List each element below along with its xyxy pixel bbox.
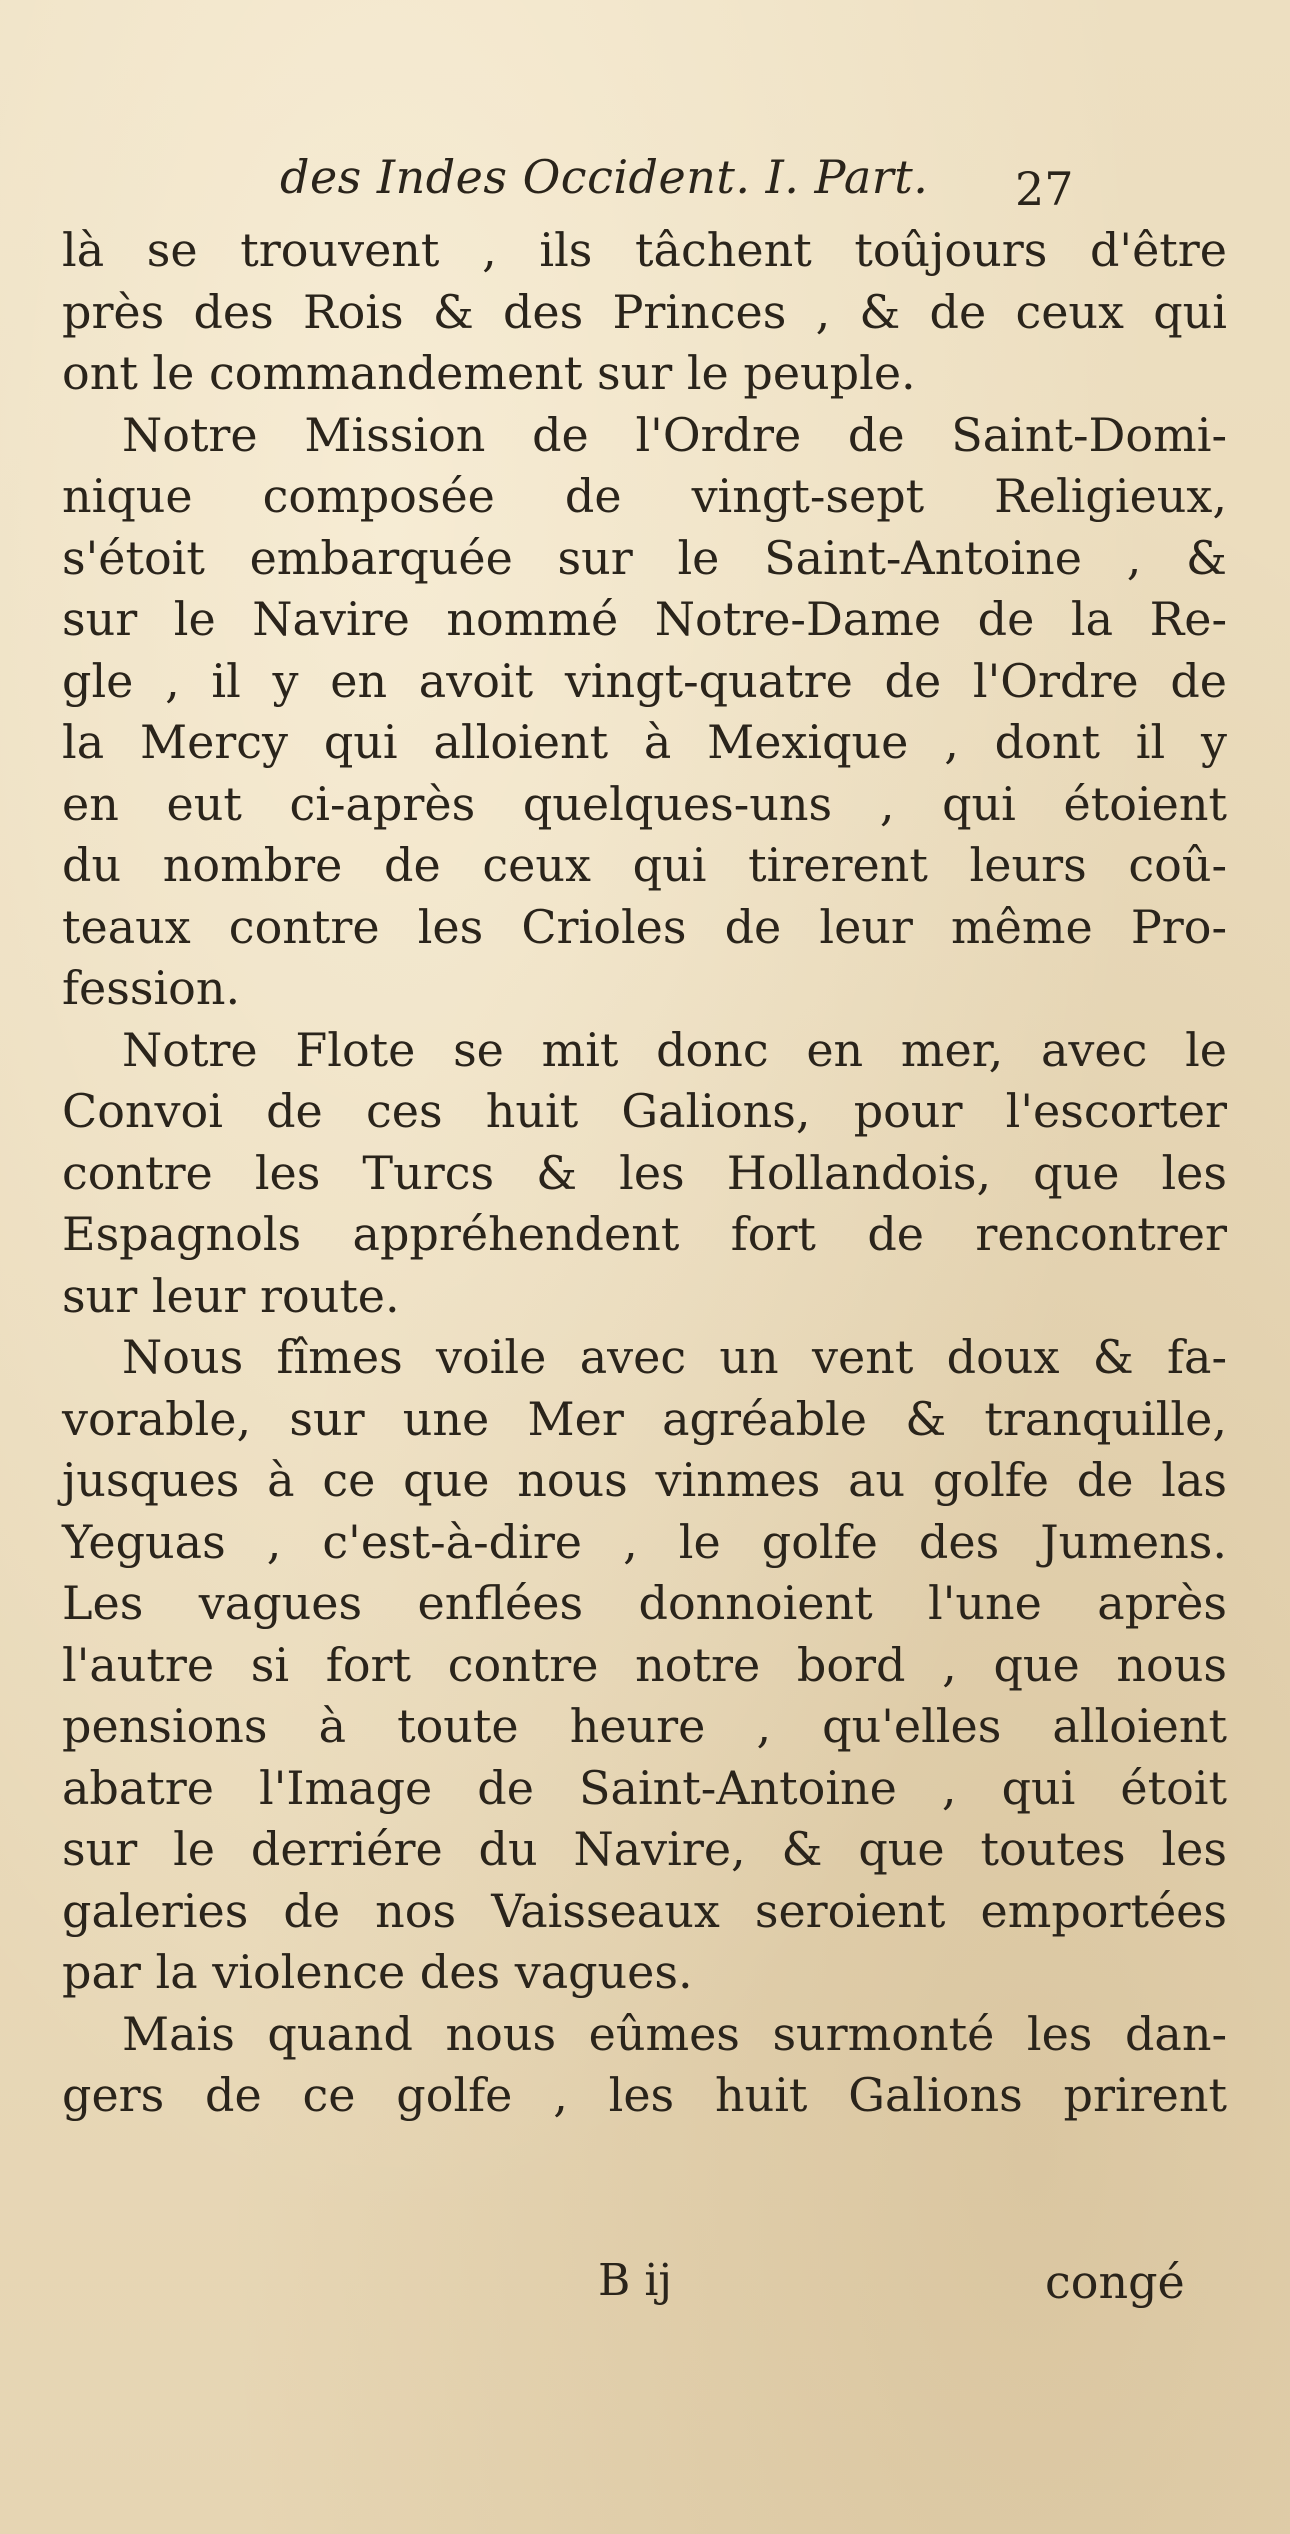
- text-line: contre les Turcs & les Hollandois, que les: [62, 1145, 1227, 1200]
- text-line: s'étoit embarquée sur le Saint-Antoine , &: [62, 530, 1227, 585]
- text-line: l'autre si fort contre notre bord , que nous: [62, 1637, 1227, 1692]
- text-line: fession.: [62, 961, 241, 1015]
- text-line: Espagnols appréhendent fort de rencontrer: [62, 1207, 1227, 1261]
- text-line: Nous fîmes voile avec un vent doux & fa-: [122, 1330, 1227, 1384]
- text-line: Les vagues enflées donnoient l'une après: [62, 1576, 1227, 1630]
- text-line: par la violence des vagues.: [62, 1945, 693, 1999]
- text-line: là se trouvent , ils tâchent toûjours d'être: [62, 223, 1227, 277]
- body-text: [62, 220, 1227, 2127]
- running-title: des Indes Occident. I. Part.: [280, 150, 929, 204]
- text-line: Mais quand nous eûmes surmonté les dan-: [122, 2006, 1227, 2061]
- text-line: abatre l'Image de Saint-Antoine , qui étoit: [62, 1760, 1227, 1815]
- text-line: ont le commandement sur le peuple.: [62, 346, 916, 400]
- text-line: sur leur route.: [62, 1268, 400, 1323]
- text-line: Convoi de ces huit Galions, pour l'escorter: [62, 1084, 1227, 1138]
- text-line: en eut ci-après quelques-uns , qui étoient: [62, 776, 1227, 831]
- text-line: Yeguas , c'est-à-dire , le golfe des Jumens.: [62, 1514, 1227, 1569]
- text-line: du nombre de ceux qui tirerent leurs coû-: [62, 838, 1227, 892]
- text-line: vorable, sur une Mer agréable & tranquille,: [62, 1391, 1227, 1446]
- text-line: galeries de nos Vaisseaux seroient emportées: [62, 1883, 1227, 1938]
- catchword: congé: [1045, 2255, 1185, 2309]
- text-line: Notre Flote se mit donc en mer, avec le: [122, 1022, 1227, 1077]
- text-line: près des Rois & des Princes , & de ceux qui: [62, 284, 1227, 339]
- text-line: pensions à toute heure , qu'elles alloient: [62, 1699, 1227, 1753]
- text-line: sur le derriére du Navire, & que toutes les: [62, 1822, 1227, 1876]
- text-line: Notre Mission de l'Ordre de Saint-Domi-: [122, 407, 1227, 462]
- text-line: teaux contre les Crioles de leur même Pro-: [62, 899, 1227, 954]
- page-number: 27: [1015, 162, 1074, 216]
- text-line: gle , il y en avoit vingt-quatre de l'Ordre de: [62, 653, 1227, 708]
- text-line: jusques à ce que nous vinmes au golfe de las: [62, 1453, 1227, 1507]
- text-line: gers de ce golfe , les huit Galions prirent: [62, 2068, 1227, 2122]
- page-footer: [0, 2255, 1290, 2325]
- running-head: [0, 150, 1290, 220]
- text-line: nique composée de vingt-sept Religieux,: [62, 469, 1227, 523]
- text-line: la Mercy qui alloient à Mexique , dont il y: [62, 715, 1227, 769]
- signature-mark: B ij: [598, 2255, 673, 2306]
- text-line: sur le Navire nommé Notre-Dame de la Re-: [62, 592, 1227, 646]
